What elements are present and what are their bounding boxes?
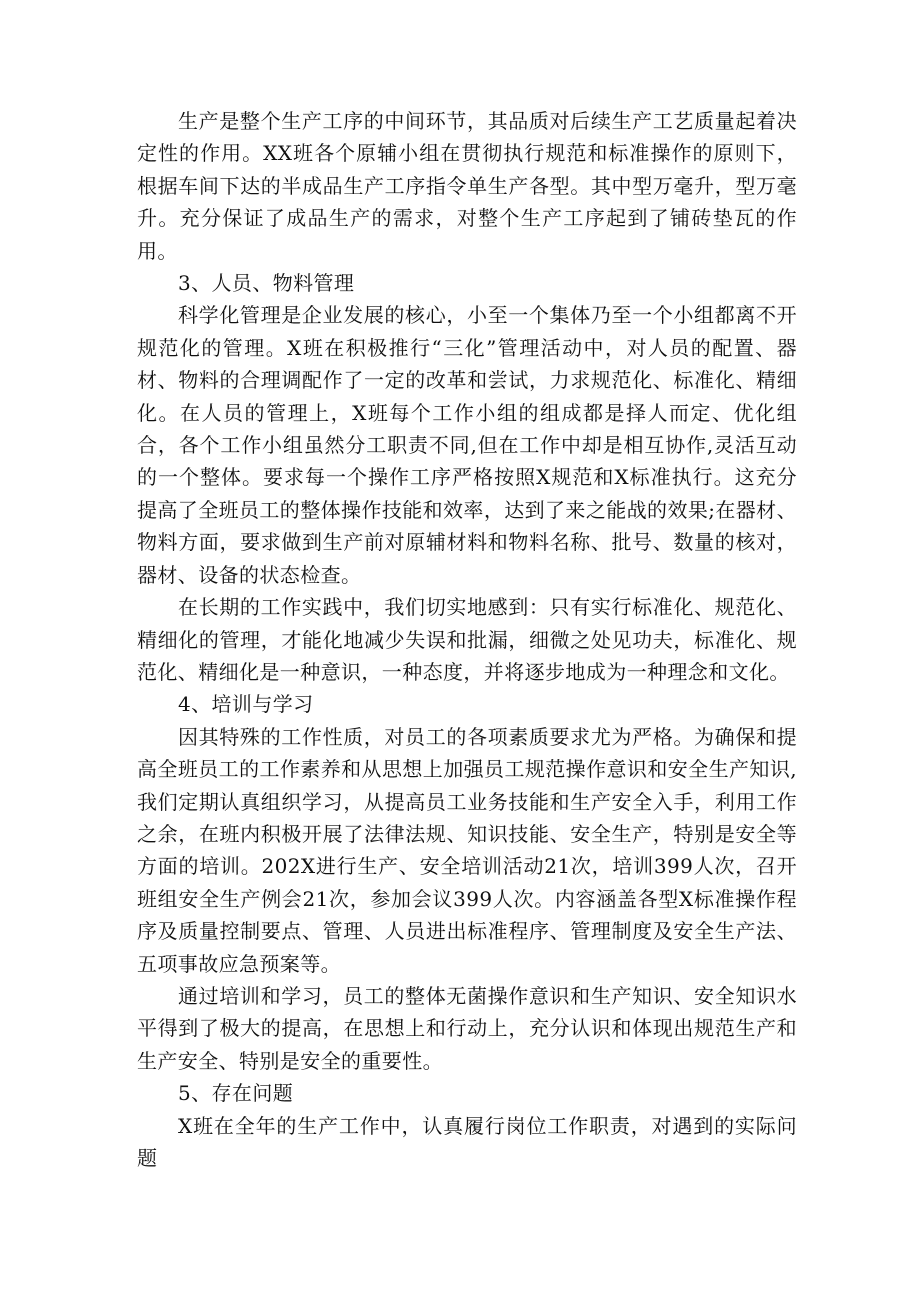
section-heading-training: 4、培训与学习: [178, 692, 314, 717]
paragraph-practice-experience: 在长期的工作实践中，我们切实地感到：只有实行标准化、规范化、精细化的管理，才能化地减少失误和批漏，细微之处见功夫，标准化、规范化、精细化是一种意识，一种态度，并将逐步地成为一种理念和文化。: [137, 595, 797, 684]
document-page: [137, 105, 797, 1174]
paragraph-training-results: 通过培训和学习，员工的整体无菌操作意识和生产知识、安全知识水平得到了极大的提高，在思想上和行动上，充分认识和体现出规范生产和生产安全、特别是安全的重要性。: [137, 983, 797, 1073]
paragraph-production-process: 生产是整个生产工序的中间环节，其品质对后续生产工艺质量起着决定性的作用。XX班各个原辅小组在贯彻执行规范和标准操作的原则下，根据车间下达的半成品生产工序指令单生产各型。其中型万毫升，型万毫升。充分保证了成品生产的需求，对整个生产工序起到了铺砖垫瓦的作用。: [137, 109, 797, 263]
section-heading-problems: 5、存在问题: [178, 1081, 294, 1106]
paragraph-training-details: 因其特殊的工作性质，对员工的各项素质要求尤为严格。为确保和提高全班员工的工作素养和从思想上加强员工规范操作意识和安全生产知识,我们定期认真组织学习，从提高员工业务技能和生产安全入手，利用工作之余，在班内积极开展了法律法规、知识技能、安全生产，特别是安全等方面的培训。202X进行生产、安全培训活动21次，培训399人次，召开班组安全生产例会21次，参加会议399人次。内容涵盖各型X标准操作程序及质量控制要点、管理、人员进出标准程序、管理制度及安全生产法、五项事故应急预案等。: [137, 724, 797, 976]
section-heading-personnel-materials: 3、人员、物料管理: [178, 271, 355, 296]
paragraph-problems-intro: X班在全年的生产工作中，认真履行岗位工作职责，对遇到的实际问题: [137, 1113, 797, 1170]
paragraph-scientific-management: 科学化管理是企业发展的核心，小至一个集体乃至一个小组都离不开规范化的管理。X班在积极推行“三化”管理活动中，对人员的配置、器材、物料的合理调配作了一定的改革和尝试，力求规范化、标准化、精细化。在人员的管理上，X班每个工作小组的组成都是择人而定、优化组合，各个工作小组虽然分工职责不同,但在工作中却是相互协作,灵活互动的一个整体。要求每一个操作工序严格按照X规范和X标准执行。这充分提高了全班员工的整体操作技能和效率，达到了来之能战的效果;在器材、物料方面，要求做到生产前对原辅材料和物料名称、批号、数量的核对，器材、设备的状态检查。: [137, 303, 797, 587]
